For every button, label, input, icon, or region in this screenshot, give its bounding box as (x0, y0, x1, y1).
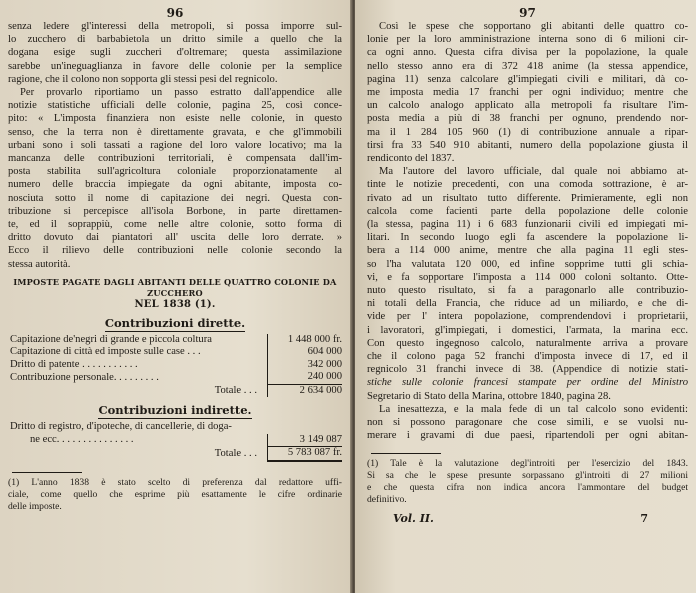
text-line: pagina 11) senza calcolare gl'impiegati civili e militari, dà co- (367, 73, 688, 85)
text-line: te, ed il soprappiù, come nelle altre colonie, sotto forma di (8, 219, 342, 231)
text-line: Per provarlo riportiamo un passo estratto dall'appendice alle (20, 87, 342, 99)
text-line: stessa autorità. (8, 258, 71, 270)
table-row: Dritto di registro, d'ipoteche, di cancellerie, di doga- (10, 421, 232, 433)
footnote-line: delle imposte. (8, 500, 62, 512)
direct-total-row: Totale . . . 2 634 000 (214, 384, 342, 396)
text-line: Ecco il rilievo delle contribuzioni nelle colonie secondo la (8, 245, 342, 257)
footnote-line: definitivo. (367, 493, 407, 505)
text-line: regnicolo 31 franchi invece di 38. (Appendice di notizie stati- (367, 364, 688, 376)
text-line: Così le spese che sopportano gli abitanti delle quattro co- (379, 21, 688, 32)
right-page (355, 0, 696, 593)
text-line: dogana esige sugli zuccheri d'oltremare; questa assimilazione (8, 47, 342, 59)
table-title-line-2: NEL 1838 (1). (134, 298, 216, 310)
text-line: senso, che la terra non è direttamente gravata, e che gl'immobili (8, 126, 342, 138)
right-footnote (367, 458, 688, 506)
right-paragraph-3 (367, 403, 688, 443)
text-line: La inesattezza, e la mala fede di un tal calcolo sono evidenti: (379, 403, 688, 415)
text-line: nello stesso anno era di 372 418 anime (la stessa appendice, (367, 60, 688, 72)
text-line: vi, e fa sopportare l'imposta a 114 000 coloni soltanto. Otte- (367, 271, 688, 283)
section-heading-indirect: Contribuzioni indirette. (98, 403, 252, 418)
text-line: stiche sulle colonie francesi stampate per ordine del Ministro (367, 377, 688, 389)
text-line: (la stessa, pagina 11) i 6 683 funzionarii civili ed impiegati mi- (367, 219, 688, 231)
text-line: lonie per la loro amministrazione interna sono di 6 milioni cir- (367, 34, 688, 46)
footnote-line: (1) Tale è la valutazione degl'introiti per l'esercizio del 1843. (367, 457, 688, 469)
text-line: Con questo ingegnoso calcolo, naturalmente arriva a provare (367, 337, 688, 349)
text-line: non si possono paragonare che cose simili, e se vuolsi nu- (367, 417, 688, 429)
section-heading-direct: Contribuzioni dirette. (104, 315, 246, 330)
text-line: merare i gravami di due paesi, ripartendoli per ogni abitan- (367, 430, 688, 442)
text-line: ni totali della Francia, che riduce ad un miliardo, e che di- (367, 298, 688, 310)
text-line: lo zucchero di barbabietola un dritto simile a quello che la (8, 34, 342, 46)
text-line: numero delle braccia impiegate da ogni abitante, imposta co- (8, 179, 342, 191)
page-footer (367, 512, 688, 525)
text-line: tribuzione si percepisce all'isola Borbone, in parte direttamen- (8, 205, 342, 217)
right-paragraph-1 (367, 20, 688, 165)
text-line: nuto questo risultato, si fa a paragonarlo alle contribuzio- (367, 285, 688, 297)
volume-label: Vol. II. (393, 511, 434, 525)
text-line: bera a 114 000 anime, mentre che alla pagina 11 egli stes- (367, 245, 688, 257)
text-line: nosciuta sotto il nome di capitazione dei negri. Questa con- (8, 192, 342, 204)
text-line: che il colono paga 52 franchi d'imposta invece di 17, ed il (367, 351, 688, 363)
left-paragraph-1 (8, 20, 342, 86)
table-row: Dritto di patente . . . . . . . . . . . 342 000 (10, 358, 342, 370)
left-footnote (8, 477, 342, 513)
table-row: Contribuzione personale. . . . . . . . . 240 000 (10, 371, 342, 383)
text-line: mancanza delle contribuzioni territoriali, è compensata dall'im- (8, 153, 342, 165)
text-line: i lavoratori, gl'impiegati, i domestici, l'armata, la marina ecc. (367, 324, 688, 336)
text-line: notizie statistiche ufficiali delle colonie, pagina 25, così conce- (8, 100, 342, 112)
text-line: ragione, che il colono non sopporta gli stessi pesi del regnicolo. (8, 73, 278, 85)
indirect-contributions-table (8, 421, 342, 462)
direct-contributions-table (8, 334, 342, 398)
text-line: dritto dovuto dai piantatori all' uscita delle loro derrate. » (8, 232, 342, 244)
footnote-line: (1) L'anno 1838 è stato scelto di preferenza dal redattore uffi- (8, 476, 342, 488)
text-line: urbani sono i soli tassati a ragione del loro valore locativo; ma la (8, 139, 342, 151)
left-body-text (8, 20, 342, 271)
page-number-left: 96 (166, 6, 184, 20)
table-row: ne ecc. . . . . . . . . . . . . . . 3 149 087 (30, 433, 342, 446)
text-line: pito: « L'imposta finanziera non esiste nelle colonie, in questo (8, 113, 342, 125)
text-line: tinte le notizie precedenti, con una comoda sottrazione, è ar- (367, 179, 688, 191)
table-row: Capitazione de'negri di grande e piccola coltura 1 448 000 fr. (10, 333, 342, 345)
text-line: tirsi fra 33 540 910 abitanti, numero della popolazione giusta il (367, 139, 688, 151)
text-line: ma il 1 284 105 960 (1) di contribuzione annuale a ripar- (367, 126, 688, 138)
footnote-rule (371, 453, 441, 454)
indirect-total-row: Totale . . . 5 783 087 fr. (8, 447, 342, 461)
text-line: rendiconto del 1837. (367, 153, 455, 165)
left-paragraph-2 (8, 86, 342, 271)
text-line: me imposta media 17 franchi per ogni individuo; mentre che (367, 87, 688, 99)
text-line: Segretario di Stato della Marina, ottobre 1840, pagina 28. (367, 390, 611, 402)
page-number-right: 97 (519, 6, 536, 20)
text-line: so l'ha valutata 120 000, ed infine sopprime tutti gli schia- (367, 258, 688, 270)
signature-mark: 7 (640, 511, 648, 525)
table-row: Capitazione di città ed imposte sulle case . . . 604 000 (10, 346, 342, 358)
text-line: posta stabilita sull'agricoltura coloniale proporzionatamente al (8, 166, 342, 178)
right-paragraph-2 (367, 165, 688, 403)
text-line: ca ogni anno. Questa cifra divisa per la popolazione, la quale (367, 47, 688, 59)
footnote-line: ciale, come quello che esprime più esattamente le cifre ordinarie (8, 488, 342, 500)
table-title (8, 277, 342, 310)
text-line: senza ledere gl'interessi della metropoli, si possa imporre sul- (8, 21, 342, 32)
text-line: Ma l'autore del lavoro ufficiale, dal quale noi abbiamo at- (379, 166, 688, 178)
text-line: vide per l' intera popolazione, comprendendovi i proprietarii, (367, 311, 688, 323)
text-line: posta media a più di 38 franchi per ognuno, prendendo nor- (367, 113, 688, 125)
footnote-line: Si sa che le spese presunte sorpassano gl'introiti di 27 milioni (367, 469, 688, 481)
text-line: un calcolo analogo applicato alla metropoli fa risultare l'im- (367, 100, 688, 112)
text-line: sarebbe un'ineguaglianza in favore delle colonie per la semplice (8, 60, 342, 72)
text-line: rivato ad un risultato tutto differente. Primieramente, egli non (367, 192, 688, 204)
footnote-rule (12, 472, 82, 473)
text-line: litari. In secondo luogo egli fa ascendere la popolazione li- (367, 232, 688, 244)
table-title-line-1: IMPOSTE PAGATE DAGLI ABITANTI DELLE QUATTRO COLONIE DA ZUCCHERO (13, 276, 337, 298)
text-line: calcola come facienti parte della popolazione delle colonie (367, 205, 688, 217)
right-body-text (367, 20, 688, 443)
footnote-line: e che questa cifra non indica ancora l'ammontare del budget (367, 481, 688, 493)
